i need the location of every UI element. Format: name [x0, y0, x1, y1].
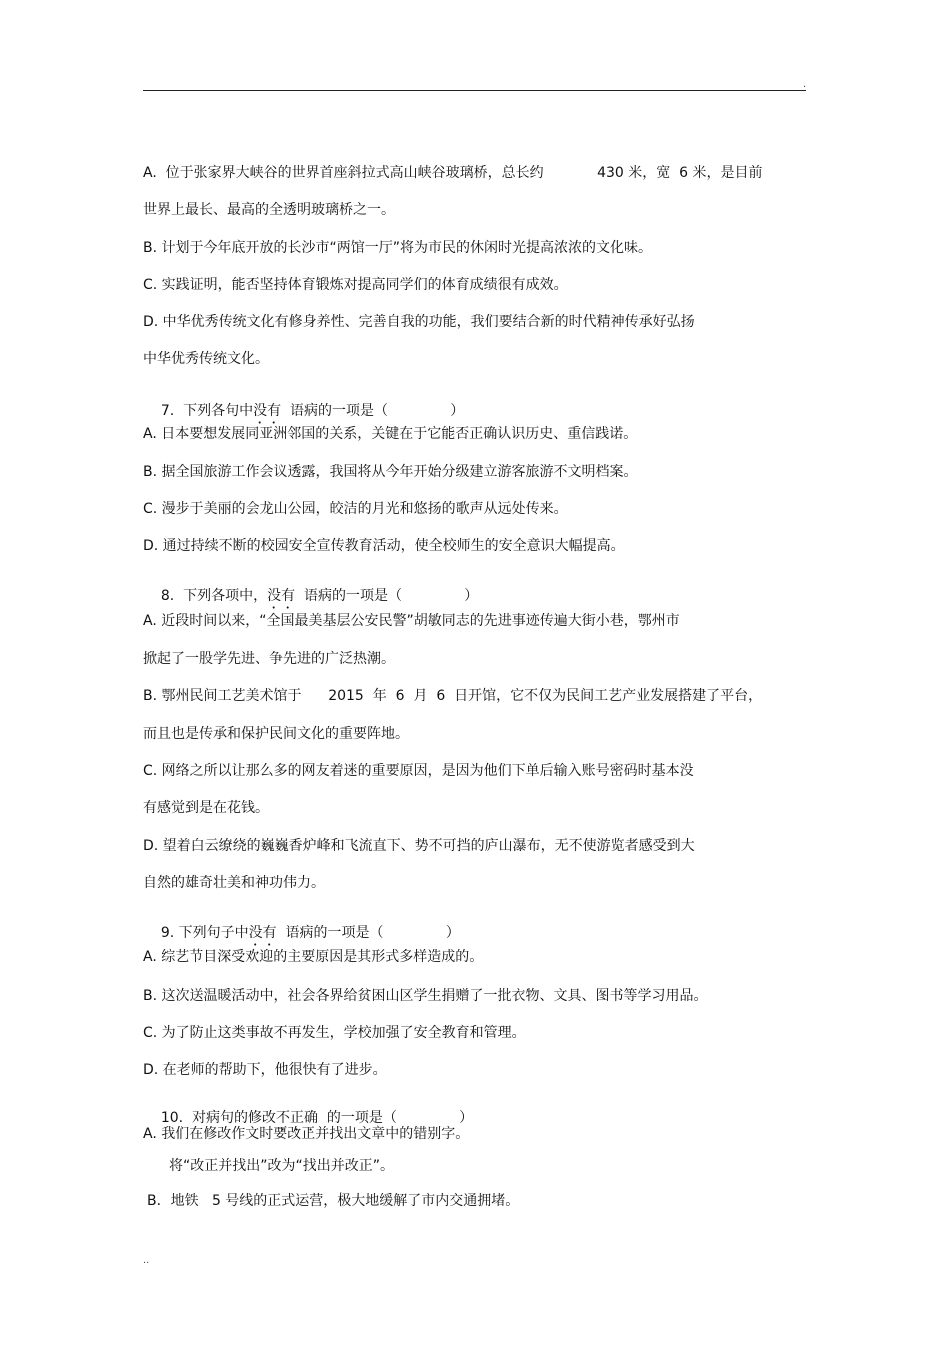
q7-option-a: A. 日本要想发展同亚洲邻国的关系，关键在于它能否正确认识历史、重信践诺。 — [143, 426, 638, 442]
q6-option-d-line2: 中华优秀传统文化。 — [143, 351, 269, 367]
q7-stem-suffix: 语病的一项是（ ） — [281, 403, 465, 419]
footer-mark: .. — [143, 1255, 150, 1266]
q8-option-c-line1: C. 网络之所以让那么多的网友着迷的重要原因，是因为他们下单后输入账号密码时基本没 — [143, 763, 694, 779]
q8-option-c-line2: 有感觉到是在花钱。 — [143, 800, 269, 816]
q10-option-a-line1: A. 我们在修改作文时要改正并找出文章中的错别字。 — [143, 1126, 470, 1142]
q8-stem-prefix: 8. 下列各项中， — [160, 588, 268, 604]
q7-option-c: C. 漫步于美丽的会龙山公园，皎洁的月光和悠扬的歌声从远处传来。 — [143, 501, 568, 517]
q8-stem-emphasis: 没有 — [267, 588, 296, 604]
q6-option-c: C. 实践证明，能否坚持体育锻炼对提高同学们的体育成绩很有成效。 — [143, 277, 568, 293]
q9-option-a: A. 综艺节目深受欢迎的主要原因是其形式多样造成的。 — [143, 949, 484, 965]
q6-option-b: B. 计划于今年底开放的长沙市“两馆一厅”将为市民的休闲时光提高浓浓的文化味。 — [143, 240, 653, 256]
q6-option-d-line1: D. 中华优秀传统文化有修身养性、完善自我的功能，我们要结合新的时代精神传承好弘扬 — [143, 314, 695, 330]
q8-option-d-line1: D. 望着白云缭绕的巍巍香炉峰和飞流直下、势不可挡的庐山瀑布，无不使游览者感受到大 — [143, 838, 695, 854]
header-mark: . — [803, 79, 807, 90]
q10-option-a-line2: 将“改正并找出”改为“找出并改正”。 — [169, 1158, 395, 1174]
q7-option-d: D. 通过持续不断的校园安全宣传教育活动，使全校师生的安全意识大幅提高。 — [143, 538, 625, 554]
q9-option-b: B. 这次送温暖活动中，社会各界给贫困山区学生捐赠了一批衣物、文具、图书等学习用品。 — [143, 988, 708, 1004]
q6-option-a-line2: 世界上最长、最高的全透明玻璃桥之一。 — [143, 202, 395, 218]
q6-option-a-line1: A. 位于张家界大峡谷的世界首座斜拉式高山峡谷玻璃桥，总长约 430 米，宽 6 米，是目前 — [143, 165, 763, 181]
header-rule — [143, 90, 806, 91]
q9-stem-emphasis: 没有 — [248, 925, 277, 941]
q7-option-b: B. 据全国旅游工作会议透露，我国将从今年开始分级建立游客旅游不文明档案。 — [143, 464, 638, 480]
q8-stem-suffix: 语病的一项是（ ） — [295, 588, 479, 604]
q7-stem-emphasis: 没有 — [253, 403, 282, 419]
q8-option-d-line2: 自然的雄奇壮美和神功伟力。 — [143, 875, 325, 891]
q10-option-b: B．地铁 5 号线的正式运营，极大地缓解了市内交通拥堵。 — [147, 1193, 520, 1209]
q8-option-a-line1: A. 近段时间以来，“全国最美基层公安民警”胡敏同志的先进事迹传遍大街小巷，鄂州市 — [143, 613, 680, 629]
q10-stem-prefix: 10. 对病句的修改 — [160, 1110, 276, 1126]
q8-option-b-line1: B. 鄂州民间工艺美术馆于 2015 年 6 月 6 日开馆，它不仅为民间工艺产业发展搭建了平台， — [143, 688, 763, 704]
q7-stem-prefix: 7. 下列各句中 — [160, 403, 254, 419]
q9-option-d: D. 在老师的帮助下，他很快有了进步。 — [143, 1062, 387, 1078]
q10-stem-emphasis: 不正确 — [275, 1110, 318, 1126]
q9-stem-prefix: 9. 下列句子中 — [160, 925, 249, 941]
q9-stem-suffix: 语病的一项是（ ） — [276, 925, 460, 941]
q9-option-c: C. 为了防止这类事故不再发生，学校加强了安全教育和管理。 — [143, 1025, 526, 1041]
q8-option-b-line2: 而且也是传承和保护民间文化的重要阵地。 — [143, 726, 409, 742]
q8-option-a-line2: 掀起了一股学先进、争先进的广泛热潮。 — [143, 651, 395, 667]
q10-stem-suffix: 的一项是（ ） — [317, 1110, 474, 1126]
